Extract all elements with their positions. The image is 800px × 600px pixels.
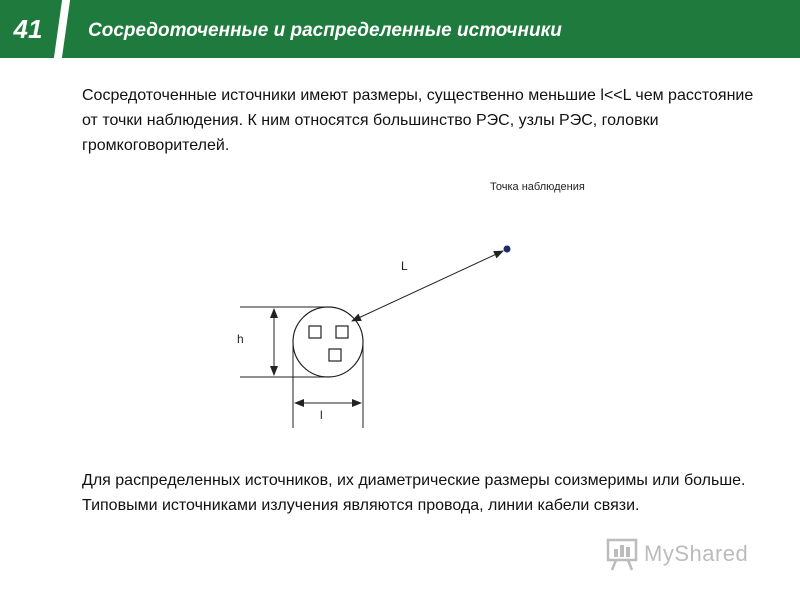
slide-title: Сосредоточенные и распределенные источники	[88, 20, 562, 41]
paragraph-distributed-sources: Для распределенных источников, их диаметрические размеры соизмеримы или больше. Типовыми источниками излучения являются провода, линии кабели связи.	[82, 472, 746, 514]
length-label: l	[320, 408, 323, 422]
observation-label: Точка наблюдения	[490, 181, 585, 193]
source-element-square	[336, 326, 348, 338]
height-label: h	[237, 332, 244, 346]
logo-text: MyShared	[644, 541, 749, 566]
source-element-square	[309, 326, 321, 338]
source-circle	[293, 307, 363, 377]
source-element-square	[329, 349, 341, 361]
myshared-logo	[606, 536, 748, 572]
paragraph-concentrated-sources: Сосредоточенные источники имеют размеры, существенно меньшие l<<L чем расстояние от точки наблюдения. К ним относятся большинство РЭС, узлы РЭС, головки громкоговорителей.	[82, 87, 754, 154]
slide-number: 41	[13, 13, 43, 44]
distance-label: L	[401, 259, 408, 273]
observation-point	[504, 246, 511, 253]
distance-arrow	[352, 251, 503, 321]
presentation-board-icon	[606, 536, 640, 572]
